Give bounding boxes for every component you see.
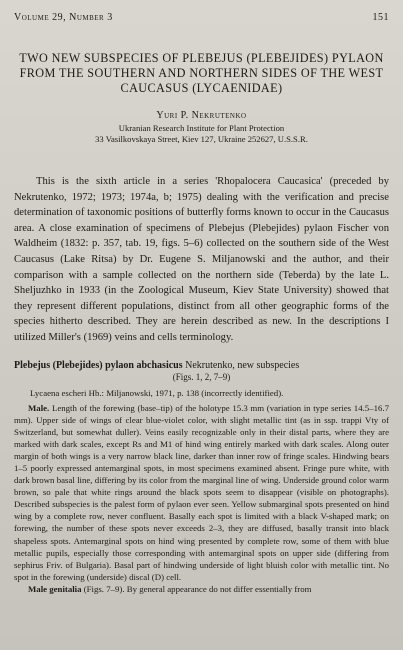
male-genitalia-paragraph (14, 583, 389, 595)
genitalia-label: Male genitalia (28, 583, 82, 594)
affiliation-address: 33 Vasilkovskaya Street, Kiev 127, Ukraine 252627, U.S.S.R. (95, 134, 308, 144)
article-title: TWO NEW SUBSPECIES OF PLEBEJUS (PLEBEJIDES) PYLAON FROM THE SOUTHERN AND NORTHERN SIDES OF THE WEST CAUCASUS (LYCAENIDAE) (19, 51, 384, 95)
species-heading (14, 359, 389, 372)
male-label: Male. (28, 402, 50, 413)
male-text: Length of the forewing (base–tip) of the holotype 15.3 mm (variation in type series 14.5–16.7 mm). Upper side of wings of clear blue-violet color, with slight metallic tint (as in ssp. trappi Vty of Switzerland, but somewhat duller). Veins easily recognizable only in their distal parts, where they are marked with dark scales, except Rs and M1 of hind wing entirely marked with dark scales. Along outer margin of both wings is a very narrow black line, darker than inner row of fringe scales. Hindwing bears 1–5 poorly expressed antemarginal spots, in most specimens examined absent. Fringe pure white, with dark brown basal line, differing by its color from the marginal line of wing. Underside ground color warm brown, so pale that white rings around the black spots seem to disappear (visible on photographs). Described subspecies is the palest form of pylaon ever seen. Yellow submarginal spots presented on hind wing by a complete row, never confluent. Basally each spot is limited with a black V-shaped mark; on forewing, the number of these spots never exceeds 2–3, they are diffused, basally transit into black shapeless spots. Antemarginal spots on hind wing presented by complete row, some of them with blue metallic pupils, especially those corresponding with antemarginal spots on upper side (differing from sephirus Friv. of Bulgaria). Basal part of hindwing underside of light bluish color with metallic tint. No spot in the forewing (underside) discal (D) cell. (14, 402, 389, 582)
running-header (14, 12, 389, 23)
species-figs: (Figs. 1, 2, 7–9) (172, 371, 231, 382)
page-number: 151 (372, 12, 389, 23)
affiliation-institute: Ukranian Research Institute for Plant Protection (118, 123, 285, 133)
male-description (14, 402, 389, 583)
author-name: Yuri P. Nekrutenko (156, 110, 247, 121)
species-name: Plebejus (Plebejides) pylaon abchasicus (14, 359, 183, 371)
volume-label: Volume 29, Number 3 (14, 12, 113, 23)
genitalia-text: (Figs. 7–9). By general appearance do not differ essentially from (83, 583, 312, 594)
species-authority: Nekrutenko, new subspecies (185, 359, 300, 371)
intro-paragraph: This is the sixth article in a series 'Rhopalocera Caucasica' (preceded by Nekrutenko, 1972; 1973; 1974a, b; 1975) dealing with the verification and precise determination of taxonomic positions of butterfly forms known to occur in the Caucasus area. A close examination of specimens of Plebejus (Plebejides) pylaon Fischer von Waldheim (1832: p. 357, tab. 19, figs. 5–6) collected on the southern side of the West Caucasus (Lake Ritsa) by Dr. Eugene S. Miljanowski and the author, and their comparison with a sample collected on the northern side (Teberda) by the late L. Sheljuzhko in 1933 (in the Zoological Museum, Kiev State University) showed that they represent different populations, distinct from all other geographic forms of the species hitherto described. They are herein described as new. In the descriptions I utilized Miller's (1969) veins and cells terminology. (14, 176, 389, 343)
synonymy-line: Lycaena escheri Hb.: Miljanowski, 1971, p. 138 (incorrectly identified). (30, 387, 284, 398)
